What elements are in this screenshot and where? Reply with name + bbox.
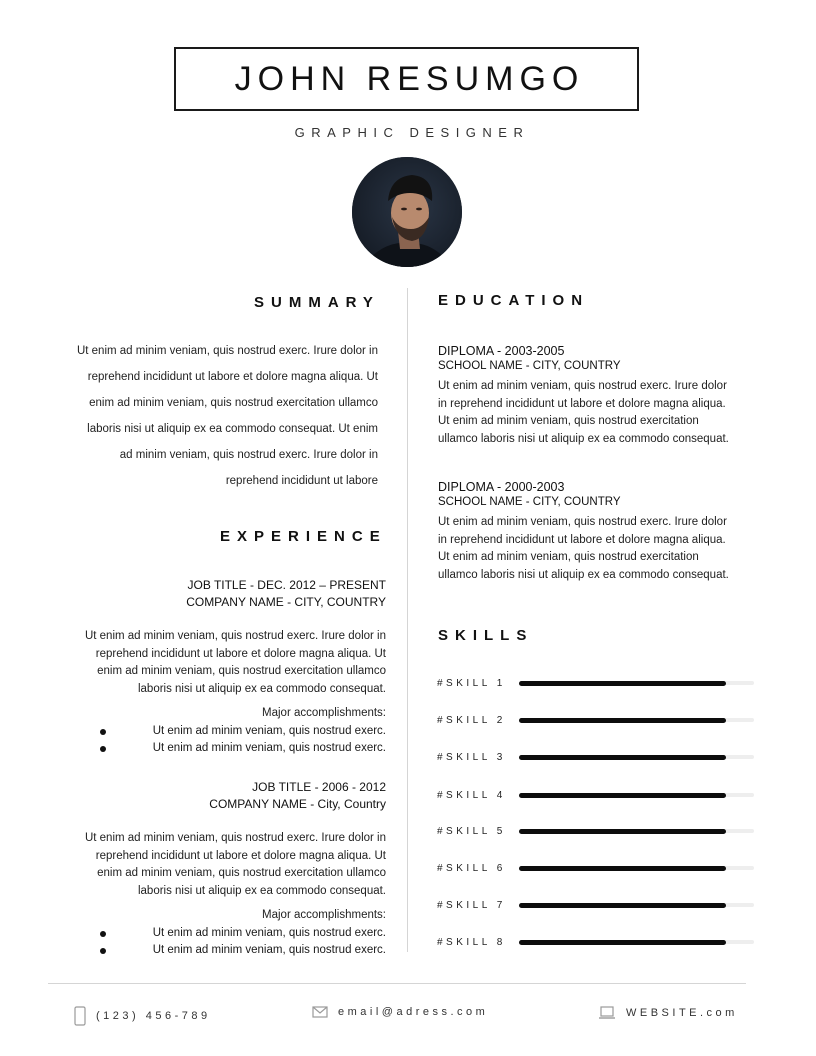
skill-bar-track — [519, 793, 754, 797]
experience-heading: EXPERIENCE — [220, 528, 387, 545]
email-link[interactable]: email@adress.com — [338, 1006, 489, 1018]
website-link[interactable]: WEBSITE.com — [626, 1007, 738, 1019]
skill-bar-fill — [519, 940, 726, 945]
education-line: Ut enim ad minim veniam, quis nostrud exercitation — [438, 415, 699, 427]
job-line: reprehend incididunt ut labore et dolore magna aliqua. Ut — [95, 849, 386, 862]
job-line: laboris nisi ut aliquip ex ea commodo consequat. — [137, 682, 386, 695]
job-line: Ut enim ad minim veniam, quis nostrud exerc. Irure dolor in — [84, 630, 386, 642]
accomplishments-label: Major accomplishments: — [262, 909, 386, 921]
skill-row — [437, 788, 757, 802]
job-line: enim ad minim veniam, quis nostrud exercitation ullamco — [97, 867, 386, 879]
skills-heading: SKILLS — [438, 627, 534, 644]
education-description — [438, 378, 768, 448]
footer-website — [598, 1006, 738, 1020]
job-entry — [60, 578, 386, 758]
summary-line: enim ad minim veniam, quis nostrud exercitation ullamco — [89, 397, 378, 409]
job-role: GRAPHIC DESIGNER — [294, 125, 530, 140]
footer-divider — [48, 983, 746, 984]
skill-bar-track — [519, 866, 754, 870]
summary-line: reprehend incididunt ut labore — [225, 475, 378, 487]
school-name: SCHOOL NAME - CITY, COUNTRY — [438, 496, 621, 508]
skill-bar-fill — [519, 866, 726, 871]
education-description — [438, 514, 768, 584]
skill-label: #SKILL 4 — [437, 789, 506, 801]
job-line: laboris nisi ut aliquip ex ea commodo consequat. — [137, 884, 386, 897]
education-line: in reprehend incididunt ut labore et dolore magna aliqua. — [438, 397, 726, 410]
job-entry — [60, 780, 386, 960]
summary-line: reprehend incididunt ut labore et dolore magna aliqua. Ut — [87, 371, 378, 383]
education-line: ullamco laboris nisi ut aliquip ex ea commodo consequat. — [438, 568, 729, 581]
list-item: Ut enim ad minim veniam, quis nostrud exerc. — [100, 740, 386, 758]
skill-bar-fill — [519, 903, 726, 908]
list-item: Ut enim ad minim veniam, quis nostrud exerc. — [100, 942, 386, 960]
summary-text — [44, 338, 378, 494]
job-line: reprehend incididunt ut labore et dolore magna aliqua. Ut — [95, 647, 386, 660]
skill-bar-track — [519, 903, 754, 907]
bullet-icon — [100, 746, 106, 752]
school-name: SCHOOL NAME - CITY, COUNTRY — [438, 360, 621, 372]
skill-row — [437, 824, 757, 838]
job-description — [60, 830, 386, 900]
email-icon — [312, 1006, 328, 1018]
education-line: in reprehend incididunt ut labore et dolore magna aliqua. — [438, 533, 726, 546]
skill-bar-track — [519, 718, 754, 722]
summary-heading: SUMMARY — [254, 294, 380, 311]
skill-label: #SKILL 6 — [437, 862, 506, 874]
accomplishments-label: Major accomplishments: — [262, 707, 386, 719]
job-title: JOB TITLE - DEC. 2012 – PRESENT — [187, 578, 386, 592]
skill-bar-fill — [519, 793, 726, 798]
job-line: enim ad minim veniam, quis nostrud exercitation ullamco — [97, 665, 386, 677]
footer-phone — [74, 1006, 211, 1026]
accomplishments-list — [100, 925, 386, 960]
skill-bar-track — [519, 681, 754, 685]
column-divider — [407, 288, 408, 952]
summary-line: Ut enim ad minim veniam, quis nostrud exerc. Irure dolor in — [76, 345, 378, 357]
diploma-title: DIPLOMA - 2003-2005 — [438, 344, 565, 358]
skill-label: #SKILL 8 — [437, 936, 506, 948]
summary-line: laboris nisi ut aliquip ex ea commodo consequat. Ut enim — [87, 423, 378, 435]
avatar — [352, 157, 462, 267]
list-item: Ut enim ad minim veniam, quis nostrud exerc. — [100, 925, 386, 943]
skill-label: #SKILL 1 — [437, 677, 506, 689]
skill-bar-track — [519, 940, 754, 944]
education-line: Ut enim ad minim veniam, quis nostrud exerc. Irure dolor — [438, 516, 727, 528]
education-line: ullamco laboris nisi ut aliquip ex ea commodo consequat. — [438, 432, 729, 445]
bullet-icon — [100, 729, 106, 735]
skill-row — [437, 713, 757, 727]
job-line: Ut enim ad minim veniam, quis nostrud exerc. Irure dolor in — [84, 832, 386, 844]
diploma-title: DIPLOMA - 2000-2003 — [438, 480, 565, 494]
job-company: COMPANY NAME - CITY, COUNTRY — [186, 595, 386, 609]
accomplishments-list — [100, 723, 386, 758]
education-entry — [438, 344, 768, 448]
skill-label: #SKILL 3 — [437, 751, 506, 763]
job-title: JOB TITLE - 2006 - 2012 — [252, 780, 386, 794]
skill-label: #SKILL 2 — [437, 714, 506, 726]
skill-bar-track — [519, 829, 754, 833]
footer-email — [312, 1006, 488, 1018]
skill-bar-fill — [519, 681, 726, 686]
skill-bar-track — [519, 755, 754, 759]
summary-line: ad minim veniam, quis nostrud exerc. Irure dolor in — [119, 449, 378, 461]
skill-row — [437, 898, 757, 912]
bullet-icon — [100, 948, 106, 954]
skill-row — [437, 861, 757, 875]
list-item: Ut enim ad minim veniam, quis nostrud exerc. — [100, 723, 386, 741]
skill-bar-fill — [519, 829, 726, 834]
phone-icon — [74, 1006, 86, 1026]
candidate-name: JOHN RESUMGO — [234, 59, 585, 98]
education-line: Ut enim ad minim veniam, quis nostrud exerc. Irure dolor — [438, 380, 727, 392]
skill-row — [437, 935, 757, 949]
skill-row — [437, 676, 757, 690]
skill-bar-fill — [519, 755, 726, 760]
education-line: Ut enim ad minim veniam, quis nostrud exercitation — [438, 551, 699, 563]
job-description — [60, 628, 386, 698]
bullet-icon — [100, 931, 106, 937]
phone-number: (123) 456-789 — [96, 1010, 211, 1022]
skill-label: #SKILL 5 — [437, 825, 506, 837]
education-entry — [438, 480, 768, 584]
education-heading: EDUCATION — [438, 292, 590, 309]
skill-bar-fill — [519, 718, 726, 723]
laptop-icon — [598, 1006, 616, 1020]
name-box — [174, 47, 639, 111]
job-company: COMPANY NAME - City, Country — [209, 797, 386, 811]
skill-row — [437, 750, 757, 764]
skill-label: #SKILL 7 — [437, 899, 506, 911]
